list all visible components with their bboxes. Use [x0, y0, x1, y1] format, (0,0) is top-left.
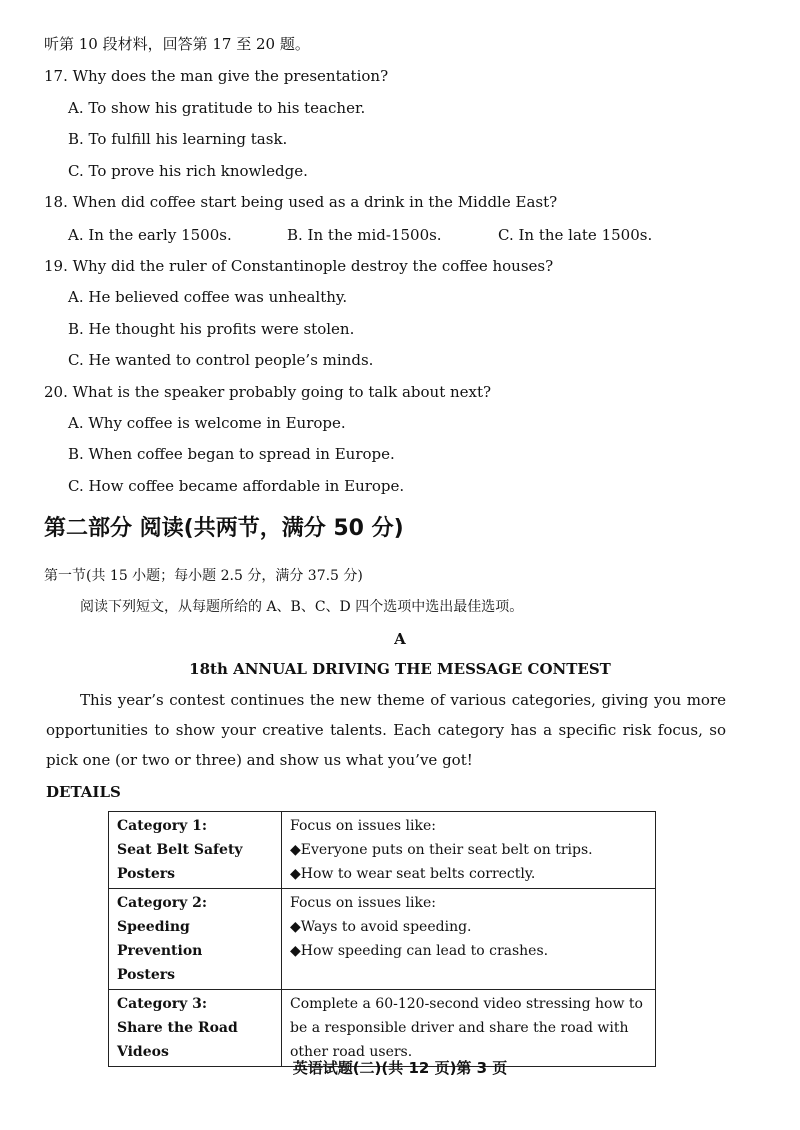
- q19-option-b: B. He thought his profits were stolen.: [68, 320, 355, 338]
- details-label: DETAILS: [46, 783, 121, 801]
- q19-option-a: A. He believed coffee was unhealthy.: [68, 288, 348, 306]
- focus-bullet: ◆Ways to avoid speeding.: [290, 919, 472, 935]
- table-row: [109, 812, 656, 889]
- q20-option-a: A. Why coffee is welcome in Europe.: [68, 414, 346, 432]
- page-footer: 英语试题(二)(共 12 页)第 3 页: [292, 1059, 508, 1077]
- category-number: Category 2:: [117, 895, 208, 911]
- q20-option-b: B. When coffee began to spread in Europe.: [68, 445, 395, 463]
- listening-intro: 听第 10 段材料，回答第 17 至 20 题。: [44, 35, 310, 53]
- category-name: Posters: [117, 866, 176, 882]
- category-cell: [109, 889, 282, 990]
- focus-label: Focus on issues like:: [290, 895, 436, 911]
- passage-title: 18th ANNUAL DRIVING THE MESSAGE CONTEST: [189, 660, 611, 678]
- part2-heading: 第二部分 阅读(共两节，满分 50 分): [44, 516, 404, 541]
- question-17: 17. Why does the man give the presentation?: [44, 67, 389, 85]
- category-number: Category 1:: [117, 818, 208, 834]
- focus-bullet: ◆How speeding can lead to crashes.: [290, 943, 549, 959]
- category-name: Share the Road: [117, 1020, 238, 1036]
- question-20: 20. What is the speaker probably going to talk about next?: [44, 383, 492, 401]
- question-19: 19. Why did the ruler of Constantinople destroy the coffee houses?: [44, 257, 554, 275]
- category-name: Speeding Prevention: [117, 919, 203, 959]
- passage-paragraph: This year’s contest continues the new theme of various categories, giving you more opportunities to show your creative talents. Each category has a specific risk focus, so pick one (or two or three) and show us what you’ve got!: [46, 691, 726, 769]
- category-number: Category 3:: [117, 996, 208, 1012]
- category-cell: [109, 990, 282, 1067]
- focus-label: Focus on issues like:: [290, 818, 436, 834]
- category-description: Complete a 60-120-second video stressing how to be a responsible driver and share the road with other road users.: [290, 996, 643, 1060]
- q17-option-a: A. To show his gratitude to his teacher.: [68, 99, 366, 117]
- section1-heading: 第一节(共 15 小题；每小题 2.5 分，满分 37.5 分): [44, 568, 363, 584]
- question-18: 18. When did coffee start being used as a drink in the Middle East?: [44, 193, 558, 211]
- details-table: [108, 811, 656, 1067]
- q18-option-c: C. In the late 1500s.: [498, 226, 653, 244]
- q19-option-c: C. He wanted to control people’s minds.: [68, 351, 374, 369]
- focus-cell: [282, 812, 656, 889]
- q18-option-a: A. In the early 1500s.: [68, 226, 232, 244]
- table-row: [109, 990, 656, 1067]
- reading-instruction: 阅读下列短文，从每题所给的 A、B、C、D 四个选项中选出最佳选项。: [80, 599, 524, 615]
- category-cell: [109, 812, 282, 889]
- category-name: Videos: [117, 1044, 169, 1060]
- description-cell: [282, 990, 656, 1067]
- q17-option-b: B. To fulfill his learning task.: [68, 130, 288, 148]
- category-name: Seat Belt Safety: [117, 842, 243, 858]
- focus-cell: [282, 889, 656, 990]
- table-row: [109, 889, 656, 990]
- q17-option-c: C. To prove his rich knowledge.: [68, 162, 308, 180]
- focus-bullet: ◆How to wear seat belts correctly.: [290, 866, 536, 882]
- passage-letter: A: [394, 630, 406, 648]
- q18-option-b: B. In the mid-1500s.: [287, 226, 442, 244]
- focus-bullet: ◆Everyone puts on their seat belt on trips.: [290, 842, 593, 858]
- category-name: Posters: [117, 967, 176, 983]
- q20-option-c: C. How coffee became affordable in Europe.: [68, 477, 405, 495]
